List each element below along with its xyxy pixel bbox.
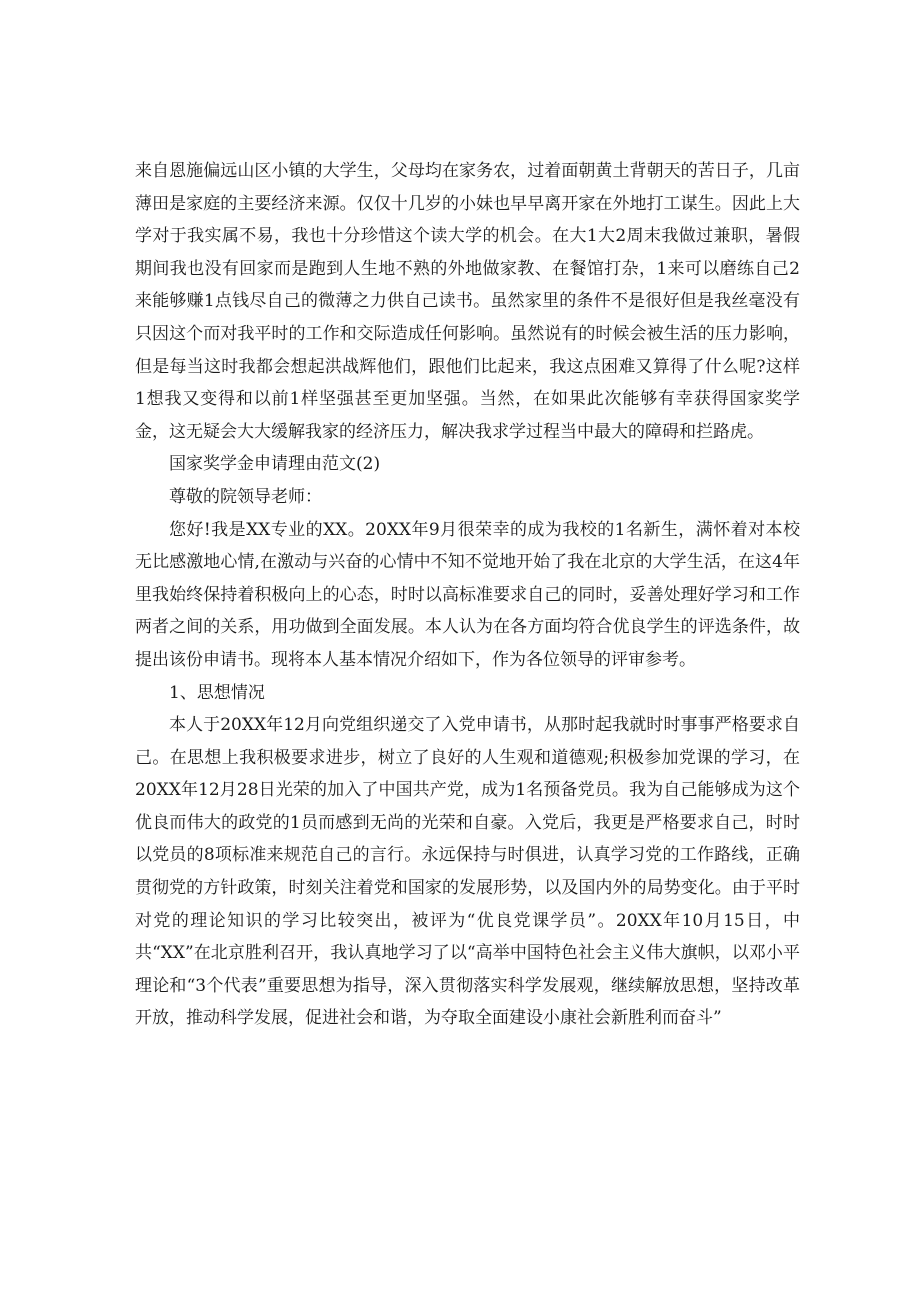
paragraph-family-background: 来自恩施偏远山区小镇的大学生，父母均在家务农，过着面朝黄土背朝天的苦日子，几亩薄田是家庭的主要经济来源。仅仅十几岁的小妹也早早离开家在外地打工谋生。因此上大学对于我实属不易，我也十分珍惜这个读大学的机会。在大1大2周末我做过兼职，暑假期间我也没有回家而是跑到人生地不熟的外地做家教、在餐馆打杂，1来可以磨练自己2来能够赚1点钱尽自己的微薄之力供自己读书。虽然家里的条件不是很好但是我丝毫没有只因这个而对我平时的工作和交际造成任何影响。虽然说有的时候会被生活的压力影响，但是每当这时我都会想起洪战辉他们，跟他们比起来，我这点困难又算得了什么呢?这样1想我又变得和以前1样坚强甚至更加坚强。当然，在如果此次能够有幸获得国家奖学金，这无疑会大大缓解我家的经济压力，解决我求学过程当中最大的障碍和拦路虎。 (135, 161, 800, 442)
paragraph-introduction: 您好!我是XX专业的XX。20XX年9月很荣幸的成为我校的1名新生，满怀着对本校无比感激地心情,在激动与兴奋的心情中不知不觉地开始了我在北京的大学生活，在这4年里我始终保持着积极向上的心态，时时以高标准要求自己的同时，妥善处理好学习和工作两者之间的关系，用功做到全面发展。本人认为在各方面均符合优良学生的评选条件，故提出该份申请书。现将本人基本情况介绍如下，作为各位领导的评审参考。 (135, 519, 800, 670)
paragraph-ideology: 本人于20XX年12月向党组织递交了入党申请书，从那时起我就时时事事严格要求自己。在思想上我积极要求进步，树立了良好的人生观和道德观;积极参加党课的学习，在20XX年12月28日光荣的加入了中国共产党，成为1名预备党员。我为自己能够成为这个优良而伟大的政党的1员而感到无尚的光荣和自豪。入党后，我更是严格要求自己，时时以党员的8项标准来规范自己的言行。永远保持与时俱进，认真学习党的工作路线，正确贯彻党的方针政策，时刻关注着党和国家的发展形势，以及国内外的局势变化。由于平时对党的理论知识的学习比较突出，被评为“优良党课学员”。20XX年10月15日，中共“XX”在北京胜利召开，我认真地学习了以“高举中国特色社会主义伟大旗帜，以邓小平理论和“3个代表”重要思想为指导，深入贯彻落实科学发展观，继续解放思想，坚持改革开放，推动科学发展，促进社会和谐，为夺取全面建设小康社会新胜利而奋斗” (135, 715, 800, 1029)
salutation: 尊敬的院领导老师： (169, 486, 322, 507)
section-heading-sample-2: 国家奖学金申请理由范文(2) (169, 454, 381, 475)
document-body (135, 155, 800, 1035)
section-heading-ideology: 1、思想情况 (169, 682, 265, 703)
